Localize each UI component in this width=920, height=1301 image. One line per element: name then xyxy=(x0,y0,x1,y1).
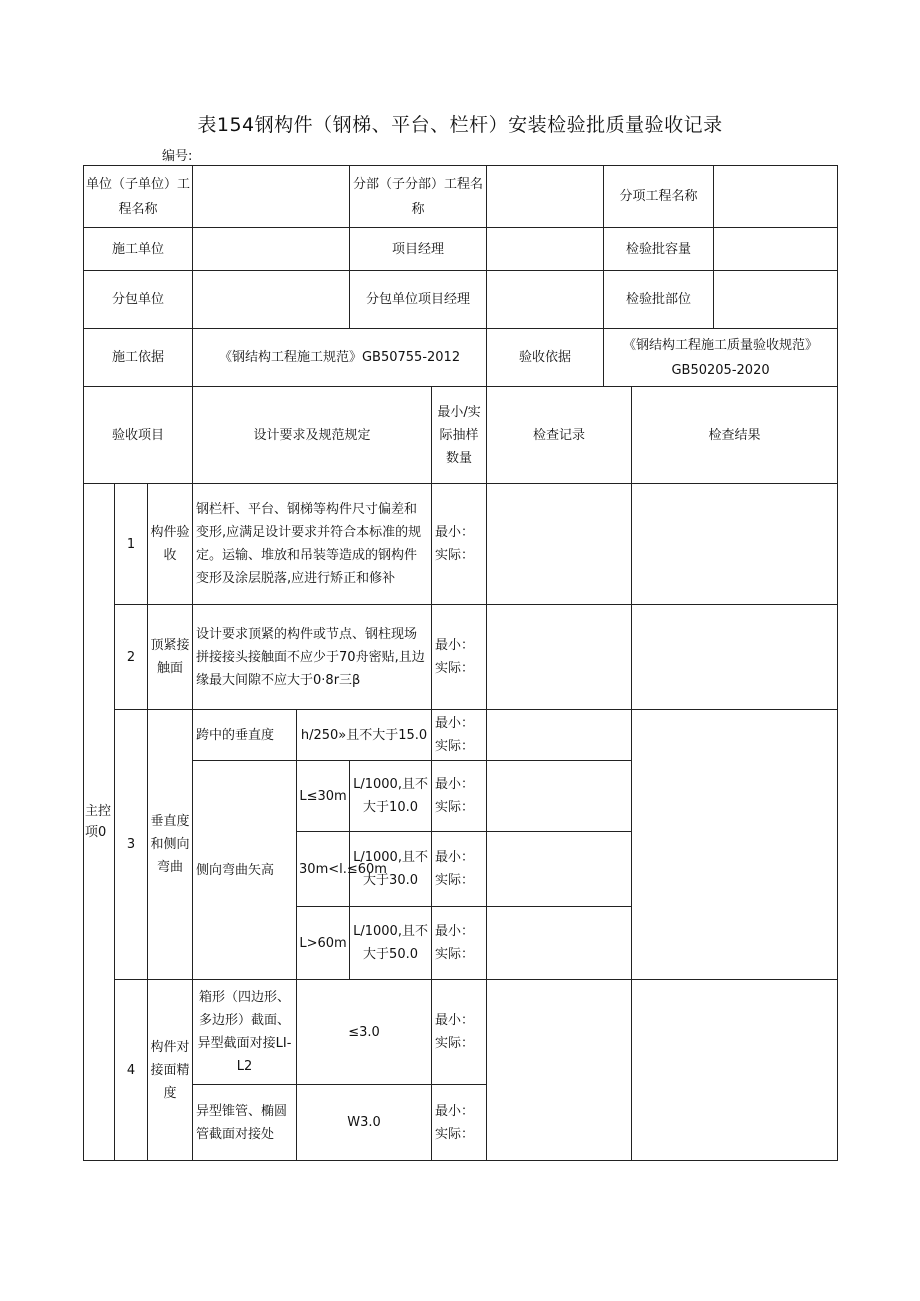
project-manager-label: 项目经理 xyxy=(350,228,487,271)
header-row-subcontractor xyxy=(84,271,838,329)
sub-item-value[interactable] xyxy=(714,166,838,228)
sample-count[interactable]: 最小：实际： xyxy=(432,907,487,980)
accept-basis-label: 验收依据 xyxy=(487,329,604,387)
length-range: L≤30m xyxy=(297,761,350,832)
tolerance-value: L/1000,且不大于30.0 xyxy=(350,832,432,907)
check-record[interactable] xyxy=(487,1085,632,1161)
check-record[interactable] xyxy=(487,907,632,980)
check-record[interactable] xyxy=(487,832,632,907)
sub-division-value[interactable] xyxy=(487,166,604,228)
basis-value: 《钢结构工程施工规范》GB50755-2012 xyxy=(193,329,487,387)
table-row xyxy=(84,484,838,605)
row-number: 3 xyxy=(115,710,148,980)
table-row xyxy=(84,1085,838,1161)
unit-project-label: 单位（子单位）工程名称 xyxy=(84,166,193,228)
check-result[interactable] xyxy=(632,1085,838,1161)
sub-item-label: 分项工程名称 xyxy=(604,166,714,228)
sample-count[interactable]: 最小：实际： xyxy=(432,832,487,907)
subcontractor-label: 分包单位 xyxy=(84,271,193,329)
sample-count[interactable]: 最小：实际： xyxy=(432,980,487,1085)
constructor-value[interactable] xyxy=(193,228,350,271)
table-row xyxy=(84,605,838,710)
item-requirement: 钢栏杆、平台、钢梯等构件尺寸偏差和变形,应满足设计要求并符合本标准的规定。运输、堆放和吊装等造成的钢构件变形及涂层脱落,应进行矫正和修补 xyxy=(193,484,432,605)
batch-capacity-value[interactable] xyxy=(714,228,838,271)
check-result[interactable] xyxy=(632,605,838,710)
check-result[interactable] xyxy=(632,710,838,980)
row-number: 2 xyxy=(115,605,148,710)
accept-basis-value: 《钢结构工程施工质量验收规范》GB50205-2020 xyxy=(604,329,838,387)
col-design-header: 设计要求及规范规定 xyxy=(193,387,432,484)
check-record[interactable] xyxy=(487,761,632,832)
sub-division-label: 分部（子分部）工程名称 xyxy=(350,166,487,228)
inspection-table xyxy=(83,165,838,1161)
check-record[interactable] xyxy=(487,980,632,1085)
mid-span-verticality-value: h/250»且不大于15.0 xyxy=(297,710,432,761)
header-row-basis xyxy=(84,329,838,387)
row-number: 1 xyxy=(115,484,148,605)
basis-label: 施工依据 xyxy=(84,329,193,387)
sample-count[interactable]: 最小：实际： xyxy=(432,484,487,605)
item-name: 垂直度和侧向弯曲 xyxy=(148,710,193,980)
main-control-section-label: 主控项0 xyxy=(84,484,115,1161)
item-name: 顶紧接触面 xyxy=(148,605,193,710)
col-result-header: 检查结果 xyxy=(632,387,838,484)
check-result[interactable] xyxy=(632,980,838,1085)
lateral-bending-label: 侧向弯曲矢高 xyxy=(193,761,297,980)
table-row xyxy=(84,980,838,1085)
cone-tube-label: 异型锥管、椭圆管截面对接处 xyxy=(193,1085,297,1161)
length-range: L>60m xyxy=(297,907,350,980)
unit-project-value[interactable] xyxy=(193,166,350,228)
sample-count[interactable]: 最小：实际： xyxy=(432,710,487,761)
box-section-label: 箱形（四边形、多边形）截面、异型截面对接LI-L2 xyxy=(193,980,297,1085)
serial-number-label: 编号: xyxy=(162,149,193,164)
tolerance-value: L/1000,且不大于50.0 xyxy=(350,907,432,980)
constructor-label: 施工单位 xyxy=(84,228,193,271)
column-header-row xyxy=(84,387,838,484)
check-record[interactable] xyxy=(487,484,632,605)
check-record[interactable] xyxy=(487,605,632,710)
batch-capacity-label: 检验批容量 xyxy=(604,228,714,271)
tolerance-value: L/1000,且不大于10.0 xyxy=(350,761,432,832)
item-name: 构件验收 xyxy=(148,484,193,605)
row-number: 4 xyxy=(115,980,148,1161)
sub-pm-label: 分包单位项目经理 xyxy=(350,271,487,329)
project-manager-value[interactable] xyxy=(487,228,604,271)
subcontractor-value[interactable] xyxy=(193,271,350,329)
item-name: 构件对接面精度 xyxy=(148,980,193,1161)
col-sample-header: 最小/实际抽样数量 xyxy=(432,387,487,484)
cone-tube-value: W3.0 xyxy=(297,1085,432,1161)
sample-count[interactable]: 最小：实际： xyxy=(432,605,487,710)
check-record[interactable] xyxy=(487,710,632,761)
col-item-header: 验收项目 xyxy=(84,387,193,484)
batch-part-label: 检验批部位 xyxy=(604,271,714,329)
mid-span-verticality-label: 跨中的垂直度 xyxy=(193,710,297,761)
box-section-value: ≤3.0 xyxy=(297,980,432,1085)
page-title: 表154钢构件（钢梯、平台、栏杆）安装检验批质量验收记录 xyxy=(197,114,723,136)
sample-count[interactable]: 最小：实际： xyxy=(432,1085,487,1161)
item-requirement: 设计要求顶紧的构件或节点、钢柱现场拼接接头接触面不应少于70舟密贴,且边缘最大间隙不应大于0·8r三β xyxy=(193,605,432,710)
sample-count[interactable]: 最小：实际： xyxy=(432,761,487,832)
length-range: 30m<l.≤60m xyxy=(297,832,350,907)
batch-part-value[interactable] xyxy=(714,271,838,329)
header-row-constructor xyxy=(84,228,838,271)
header-row-unit xyxy=(84,166,838,228)
check-result[interactable] xyxy=(632,484,838,605)
sub-pm-value[interactable] xyxy=(487,271,604,329)
col-record-header: 检查记录 xyxy=(487,387,632,484)
table-row xyxy=(84,710,838,761)
